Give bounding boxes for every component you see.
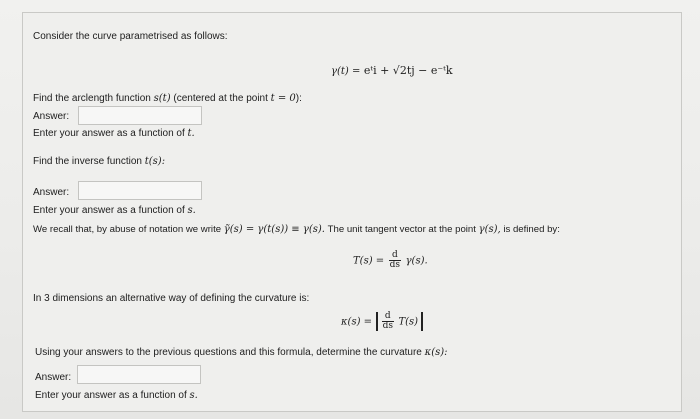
q2-hint-text: Enter your answer as a function of (33, 205, 185, 216)
tangent-rhs: γ(s). (405, 255, 428, 267)
q1-prompt-text: Find the arclength function (33, 93, 151, 104)
q3-hint (35, 390, 198, 401)
curvature-equation (341, 312, 423, 331)
curve-equation (331, 64, 453, 77)
curvature-den: ds (382, 321, 393, 331)
tangent-den: ds (389, 260, 401, 270)
q1-hint-text: Enter your answer as a function of (33, 128, 185, 139)
q3-hint-text: Enter your answer as a function of (35, 390, 187, 401)
q1-answer-input[interactable] (78, 106, 202, 125)
q2-hint-var: s. (187, 205, 196, 216)
q2-function: t(s): (144, 156, 166, 167)
recall-text (33, 224, 560, 236)
q3-prompt-text: Using your answers to the previous questions and this formula, determine the curvature (35, 347, 422, 358)
q1-point: t = 0 (270, 93, 296, 104)
q1-hint (33, 128, 195, 139)
q2-answer-input[interactable] (78, 181, 202, 200)
curve-rhs: eᵗi + √2tj − e⁻ᵗk (363, 64, 453, 77)
curvature-derivative (382, 312, 394, 331)
q2-prompt (33, 156, 165, 168)
q2-hint (33, 205, 196, 216)
q3-answer-input[interactable] (77, 365, 201, 384)
intro-text: Consider the curve parametrised as follows: (33, 31, 228, 42)
curvature-num: d (382, 312, 394, 322)
recall-text-c: is defined by: (503, 224, 560, 235)
q2-answer-label: Answer: (33, 187, 70, 198)
q1-hint-var: t. (187, 128, 195, 139)
q1-function: s(t) (153, 93, 171, 104)
q1-suffix: (centered at the point (173, 93, 268, 104)
q1-end: ): (295, 93, 302, 104)
tangent-num: d (389, 251, 401, 261)
q3-prompt (35, 347, 448, 359)
tangent-lhs: T(s) = (353, 255, 385, 267)
q1-answer-label: Answer: (33, 111, 70, 122)
curvature-norm (376, 312, 424, 331)
q2-prompt-text: Find the inverse function (33, 156, 142, 167)
question-panel (22, 12, 682, 412)
recall-text-b: The unit tangent vector at the point (327, 224, 476, 235)
tangent-derivative (389, 251, 401, 270)
curvature-rhs: T(s) (398, 316, 419, 328)
curve-lhs: γ(t) = (331, 66, 361, 77)
q3-function: κ(s): (424, 347, 448, 358)
q3-answer-label: Answer: (35, 372, 72, 383)
q1-prompt (33, 93, 302, 105)
q3-hint-var: s. (189, 390, 198, 401)
tangent-equation (353, 251, 428, 270)
recall-expression: γ̃(s) = γ(t(s)) ≡ γ(s). (223, 224, 325, 235)
curvature-lhs: κ(s) = (341, 316, 373, 328)
curvature-intro: In 3 dimensions an alternative way of defining the curvature is: (33, 293, 310, 304)
recall-text-a: We recall that, by abuse of notation we write (33, 224, 222, 235)
recall-point: γ(s), (478, 224, 501, 235)
